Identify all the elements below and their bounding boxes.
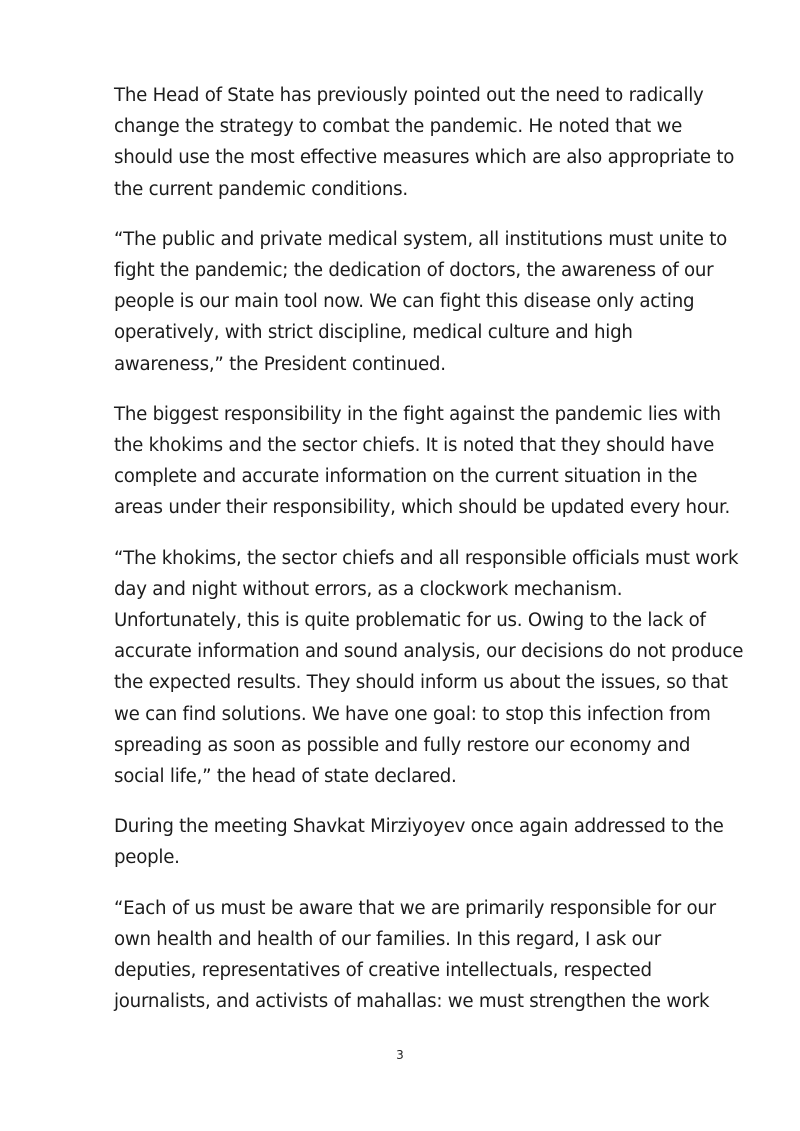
paragraph-president-quote-medical: “The public and private medical system, all institutions must unite to fight the pandemic; the dedication of doctors, the awareness of our people is our main tool now. We can fight this disease only acting operatively, with strict discipline, medical culture and high awareness,” the President continued. [114, 228, 728, 375]
paragraph-personal-responsibility-quote: “Each of us must be aware that we are primarily responsible for our own health and health of our families. In this regard, I ask our deputies, representatives of creative intellectuals, respected journalists, and activists of mahallas: we must strengthen the work [114, 897, 716, 1013]
paragraph-head-of-state-quote: “The khokims, the sector chiefs and all responsible officials must work day and night without errors, as a clockwork mechanism. Unfortunately, this is quite problematic for us. Owing to the lack of accurate information and sound analysis, our decisions do not produce the expected results. They should inform us about the issues, so that we can find solutions. We have one goal: to stop this infection from spreading as soon as possible and fully restore our economy and social life,” the head of state declared. [114, 547, 744, 788]
paragraph-khokims-responsibility: The biggest responsibility in the fight against the pandemic lies with the khokims and the sector chiefs. It is noted that they should have complete and accurate information on the current situation in the areas under their responsibility, which should be updated every hour. [114, 403, 731, 519]
document-body [114, 80, 744, 1036]
paragraph-strategy-change: The Head of State has previously pointed out the need to radically change the strategy to combat the pandemic. He noted that we should use the most effective measures which are also appropriate to the current pandemic conditions. [114, 85, 735, 200]
page-number: 3 [396, 1048, 404, 1062]
paragraph-meeting-address: During the meeting Shavkat Mirziyoyev once again addressed to the people. [114, 816, 724, 869]
